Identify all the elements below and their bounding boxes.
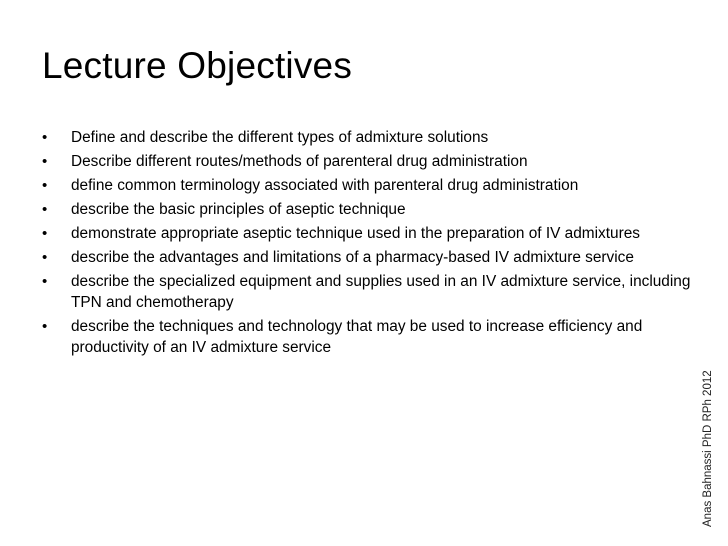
list-item — [42, 127, 692, 148]
list-item — [42, 316, 692, 358]
bullet-text: Define and describe the different types of admixture solutions — [71, 129, 489, 146]
bullet-icon: • — [42, 273, 48, 290]
list-item — [42, 199, 692, 220]
objectives-list — [42, 127, 692, 361]
bullet-text: describe the advantages and limitations of a pharmacy-based IV admixture service — [71, 249, 634, 266]
bullet-text: describe the techniques and technology that may be used to increase efficiency and productivity of an IV admixture service — [71, 318, 643, 356]
list-item — [42, 247, 692, 268]
bullet-icon: • — [42, 318, 48, 335]
bullet-icon: • — [42, 249, 48, 266]
list-item — [42, 223, 692, 244]
list-item — [42, 151, 692, 172]
bullet-text: describe the specialized equipment and supplies used in an IV admixture service, including TPN and chemotherapy — [71, 273, 691, 311]
list-item — [42, 271, 692, 313]
bullet-text: demonstrate appropriate aseptic technique used in the preparation of IV admixtures — [71, 225, 640, 242]
bullet-icon: • — [42, 153, 48, 170]
bullet-text: Describe different routes/methods of parenteral drug administration — [71, 153, 528, 170]
bullet-icon: • — [42, 201, 48, 218]
bullet-icon: • — [42, 225, 48, 242]
bullet-text: describe the basic principles of aseptic technique — [71, 201, 406, 218]
list-item — [42, 175, 692, 196]
slide-title: Lecture Objectives — [42, 45, 353, 86]
bullet-text: define common terminology associated with parenteral drug administration — [71, 177, 579, 194]
bullet-icon: • — [42, 129, 48, 146]
author-footer: Anas Bahnassi PhD RPh 2012 — [702, 370, 714, 527]
bullet-icon: • — [42, 177, 48, 194]
